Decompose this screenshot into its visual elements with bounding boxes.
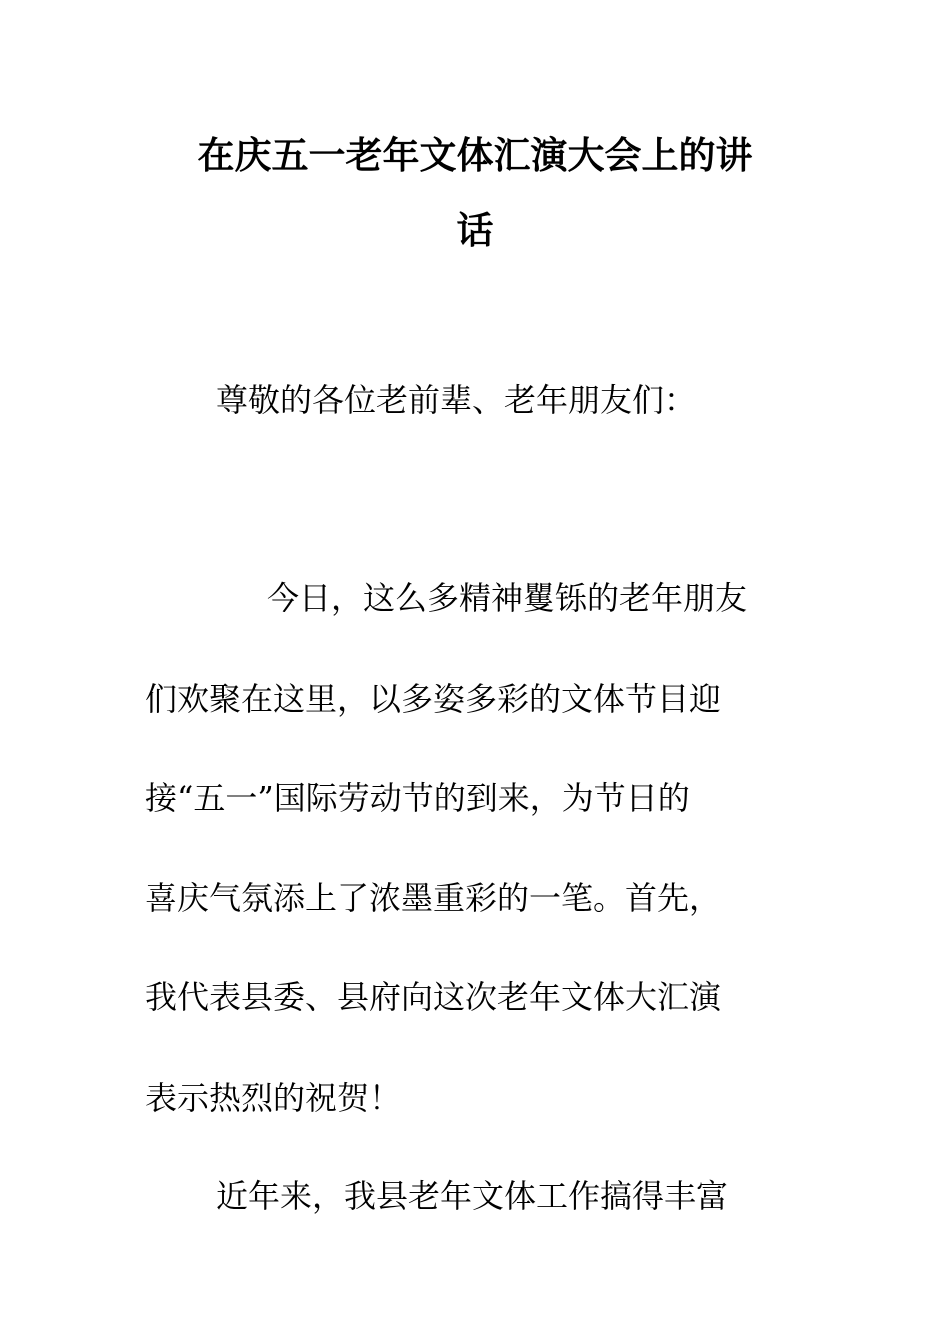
paragraph-line: 今日，这么多精神矍铄的老年朋友 [267, 579, 748, 617]
paragraph-line: 近年来，我县老年文体工作搞得丰富 [216, 1177, 729, 1215]
document-title-line-1: 在庆五一老年文体汇演大会上的讲 [197, 134, 753, 177]
paragraph-line: 们欢聚在这里，以多姿多彩的文体节目迎 [145, 680, 722, 718]
paragraph-line: 表示热烈的祝贺！ [145, 1079, 402, 1117]
document-title-line-2: 话 [456, 209, 494, 252]
paragraph-line: 接“五一”国际劳动节的到来，为节日的 [145, 779, 690, 817]
paragraph-line: 我代表县委、县府向这次老年文体大汇演 [145, 978, 722, 1016]
paragraph-line: 喜庆气氛添上了浓墨重彩的一笔。首先， [145, 879, 722, 917]
salutation: 尊敬的各位老前辈、老年朋友们： [216, 381, 697, 419]
